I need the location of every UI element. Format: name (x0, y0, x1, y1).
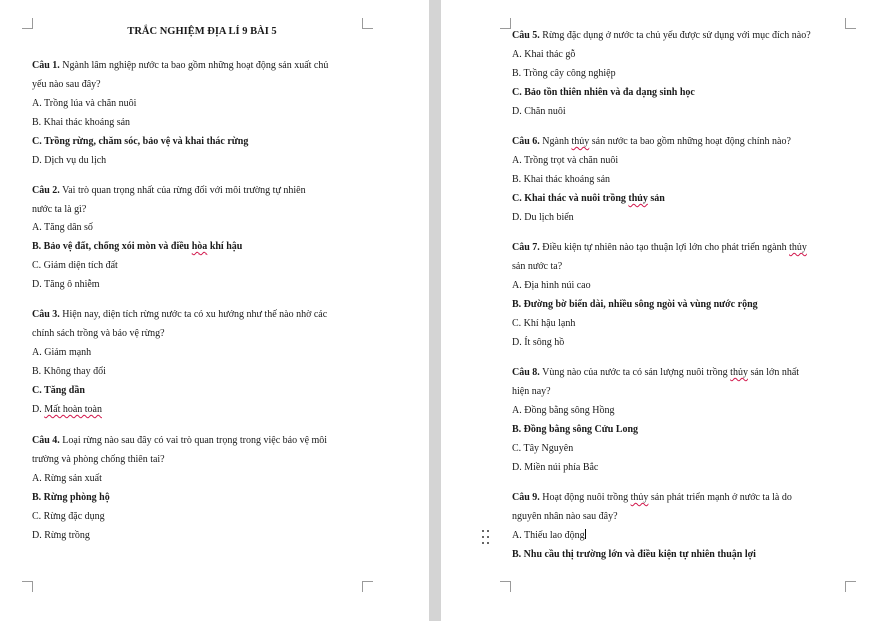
question-1-option-d: D. Dịch vụ du lịch (32, 155, 107, 166)
spellcheck-mark: Mất hoàn toàn (44, 404, 102, 415)
question-1-stem-cont: yếu nào sau đây? (32, 79, 101, 90)
question-5-option-b: B. Trồng cây công nghiệp (512, 68, 616, 79)
question-6-option-b: B. Khai thác khoáng sản (512, 174, 611, 185)
spellcheck-mark: thủy (571, 136, 590, 147)
spellcheck-mark: thủy (628, 193, 648, 204)
question-8-option-d: D. Miền núi phía Bắc (512, 462, 599, 473)
question-4-option-a: A. Rừng sản xuất (32, 473, 102, 484)
document-page-right[interactable] (441, 0, 876, 621)
question-3-stem: Câu 3. Hiện nay, diện tích rừng nước ta có xu hướng như thế nào nhờ các (32, 309, 328, 320)
spellcheck-mark: thủy (789, 242, 807, 253)
question-5-option-c: C. Bảo tồn thiên nhiên và đa dạng sinh học (512, 87, 695, 98)
question-6-option-a: A. Trồng trọt và chăn nuôi (512, 155, 619, 166)
question-3-option-b: B. Không thay đổi (32, 366, 106, 377)
question-1-option-c: C. Trồng rừng, chăm sóc, bảo vệ và khai thác rừng (32, 136, 249, 147)
question-9-stem: Câu 9. Hoạt động nuôi trồng thủy sản phát triển mạnh ở nước ta là do (512, 492, 792, 503)
text-cursor (585, 529, 586, 539)
question-9-option-a[interactable]: A. Thiếu lao động (512, 530, 585, 541)
question-2-option-a: A. Tăng dân số (32, 222, 93, 233)
document-page-left[interactable] (0, 0, 429, 621)
question-7-option-b: B. Đường bờ biển dài, nhiều sông ngòi và vùng nước rộng (512, 299, 758, 310)
question-7-stem: Câu 7. Điều kiện tự nhiên nào tạo thuận lợi lớn cho phát triển ngành thủy (512, 242, 807, 253)
question-9-option-b: B. Nhu cầu thị trường lớn và điều kiện tự nhiên thuận lợi (512, 549, 756, 560)
question-7-option-d: D. Ít sông hồ (512, 337, 565, 348)
margin-corner-bottom-left (22, 581, 33, 592)
question-9-stem-cont: nguyên nhân nào sau đây? (512, 511, 618, 522)
question-4-option-d: D. Rừng trồng (32, 530, 90, 541)
spellcheck-mark: thủy (630, 492, 649, 503)
question-2-option-b: B. Bảo vệ đất, chống xói mòn và điều hòa khí hậu (32, 241, 243, 252)
question-2-option-c: C. Giảm diện tích đất (32, 260, 118, 271)
page-gutter (429, 0, 441, 621)
question-3-option-a: A. Giảm mạnh (32, 347, 92, 358)
question-2-stem-cont: nước ta là gì? (32, 204, 87, 215)
question-4-option-c: C. Rừng đặc dụng (32, 511, 105, 522)
question-8-option-c: C. Tây Nguyên (512, 443, 574, 454)
margin-corner-top-right (845, 18, 856, 29)
margin-corner-bottom-right (362, 581, 373, 592)
question-2-option-d: D. Tăng ô nhiễm (32, 279, 100, 290)
question-1-option-a: A. Trồng lúa và chăn nuôi (32, 98, 137, 109)
drag-handle-icon[interactable] (482, 530, 490, 546)
question-6-stem: Câu 6. Ngành thủy sản nước ta bao gồm những hoạt động chính nào? (512, 136, 791, 147)
question-5-option-a: A. Khai thác gỗ (512, 49, 576, 60)
question-7-option-a: A. Địa hình núi cao (512, 280, 591, 291)
question-4-option-b: B. Rừng phòng hộ (32, 492, 110, 503)
question-6-option-c: C. Khai thác và nuôi trồng thủy sản (512, 193, 665, 204)
margin-corner-top-left (500, 18, 511, 29)
question-8-stem-cont: hiện nay? (512, 386, 551, 397)
margin-corner-bottom-left (500, 581, 511, 592)
question-1-stem: Câu 1. Ngành lâm nghiệp nước ta bao gồm những hoạt động sản xuất chủ (32, 60, 329, 71)
spellcheck-mark: thủy (730, 367, 748, 378)
margin-corner-bottom-right (845, 581, 856, 592)
question-5-stem: Câu 5. Rừng đặc dụng ở nước ta chủ yếu được sử dụng với mục đích nào? (512, 30, 811, 41)
question-4-stem-cont: trường và phòng chống thiên tai? (32, 454, 165, 465)
question-8-option-b: B. Đồng bằng sông Cửu Long (512, 424, 639, 435)
question-4-stem: Câu 4. Loại rừng nào sau đây có vai trò quan trọng trong việc bảo vệ môi (32, 435, 328, 446)
question-7-stem-cont: sản nước ta? (512, 261, 563, 272)
question-3-stem-cont: chính sách trồng và bảo vệ rừng? (32, 328, 165, 339)
question-5-option-d: D. Chăn nuôi (512, 106, 566, 117)
question-8-option-a: A. Đồng bằng sông Hồng (512, 405, 615, 416)
question-2-stem: Câu 2. Vai trò quan trọng nhất của rừng đối với môi trường tự nhiên (32, 185, 306, 196)
question-6-option-d: D. Du lịch biển (512, 212, 574, 223)
question-1-option-b: B. Khai thác khoáng sản (32, 117, 131, 128)
spellcheck-mark: hòa (191, 241, 208, 252)
question-3-option-d: D. Mất hoàn toàn (32, 404, 102, 415)
question-7-option-c: C. Khí hậu lạnh (512, 318, 576, 329)
document-title: TRẮC NGHIỆM ĐỊA LÍ 9 BÀI 5 (127, 26, 277, 37)
question-8-stem: Câu 8. Vùng nào của nước ta có sản lượng nuôi trồng thủy sản lớn nhất (512, 367, 800, 378)
question-3-option-c: C. Tăng dần (32, 385, 85, 396)
